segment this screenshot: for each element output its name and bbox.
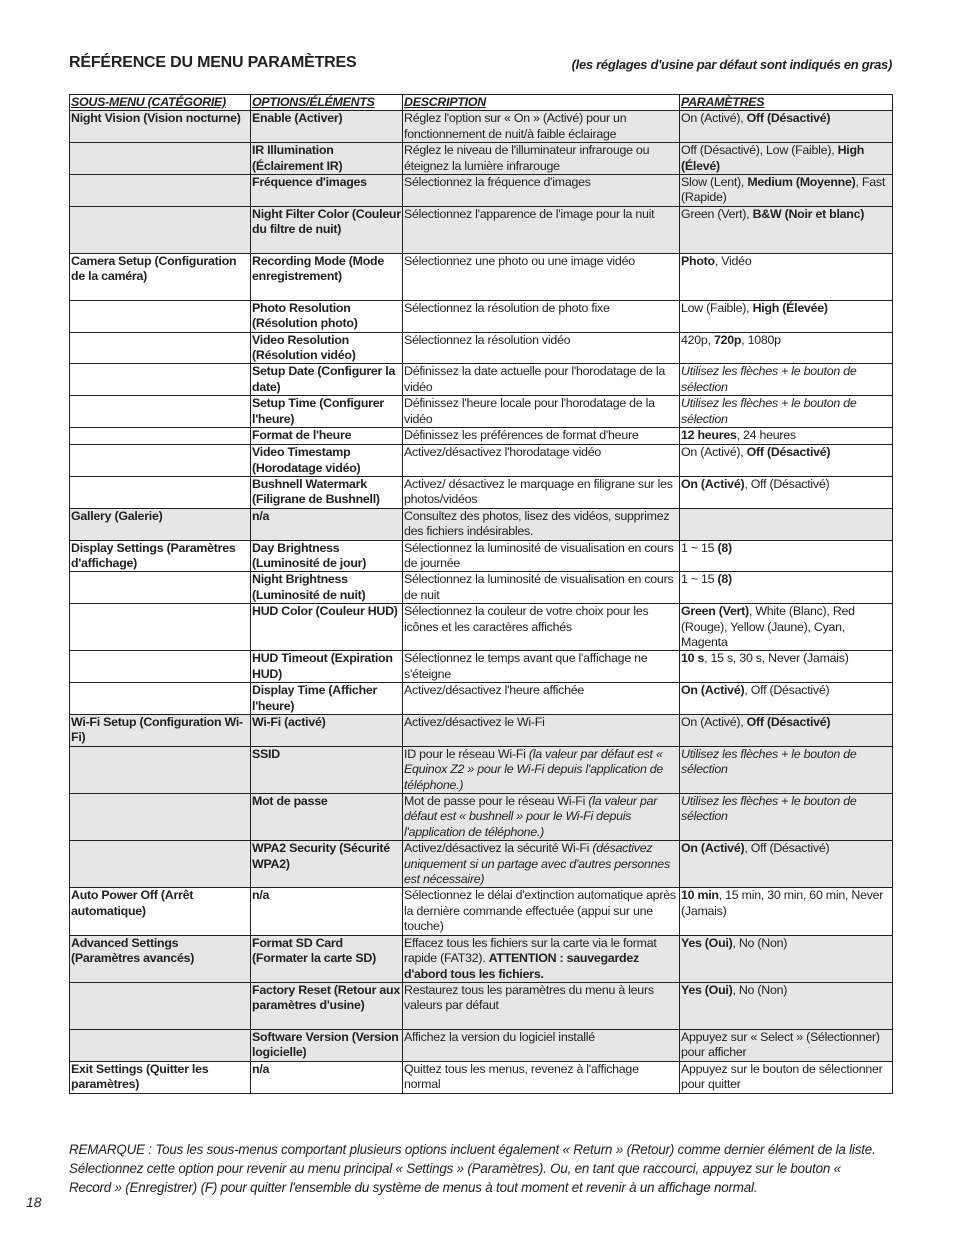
table-row bbox=[70, 746, 893, 793]
submenu-category-cell bbox=[70, 651, 251, 683]
parameters-cell bbox=[680, 888, 893, 935]
text-segment: ATTENTION : sauvegardez d'abord tous les fichiers. bbox=[404, 951, 639, 981]
table-row bbox=[70, 540, 893, 572]
text-segment: Effacez tous les fichiers sur la carte via le format rapide (FAT32). bbox=[404, 935, 657, 966]
description-cell bbox=[403, 604, 680, 651]
text-segment: Affichez la version du logiciel installé bbox=[404, 1029, 595, 1044]
text-segment: Activez/ désactivez le marquage en filigrane sur les photos/vidéos bbox=[404, 476, 673, 507]
text-segment: Yes (Oui) bbox=[681, 935, 733, 950]
description-cell bbox=[403, 143, 680, 175]
parameters-cell bbox=[680, 111, 893, 143]
settings-menu-table bbox=[69, 94, 893, 1094]
text-segment: Green (Vert) bbox=[681, 604, 749, 619]
text-segment: Yes (Oui) bbox=[681, 982, 733, 997]
text-segment: Appuyez sur le bouton de sélectionner pour quitter bbox=[681, 1061, 883, 1092]
submenu-category-cell bbox=[70, 428, 251, 445]
table-row bbox=[70, 175, 893, 207]
option-item-cell: Software Version (Version logicielle) bbox=[251, 1029, 403, 1061]
table-row bbox=[70, 935, 893, 982]
option-item-cell: HUD Timeout (Expiration HUD) bbox=[251, 651, 403, 683]
parameters-cell bbox=[680, 683, 893, 715]
text-segment: (la valeur par défaut est « Equinox Z2 » pour le Wi-Fi depuis l'application de téléphone.) bbox=[404, 746, 664, 792]
option-item-cell: Day Brightness (Luminosité de jour) bbox=[251, 540, 403, 572]
parameters-cell bbox=[680, 143, 893, 175]
table-row bbox=[70, 715, 893, 747]
description-cell bbox=[403, 982, 680, 1029]
text-segment: Utilisez les flèches + le bouton de sélection bbox=[681, 396, 857, 426]
submenu-category-cell: Gallery (Galerie) bbox=[70, 508, 251, 540]
text-segment: , 15 s, 30 s, Never (Jamais) bbox=[704, 651, 849, 666]
text-segment: Utilisez les flèches + le bouton de sélection bbox=[681, 794, 857, 824]
submenu-category-cell bbox=[70, 476, 251, 508]
submenu-category-cell bbox=[70, 683, 251, 715]
text-segment: Activez/désactivez le Wi-Fi bbox=[404, 715, 545, 729]
option-item-cell: Setup Time (Configurer l'heure) bbox=[251, 396, 403, 428]
table-row bbox=[70, 206, 893, 253]
page-subtitle: (les réglages d'usine par défaut sont indiqués en gras) bbox=[571, 57, 892, 72]
text-segment: Sélectionnez l'apparence de l'image pour la nuit bbox=[404, 206, 655, 221]
parameters-cell bbox=[680, 428, 893, 445]
parameters-cell bbox=[680, 175, 893, 207]
parameters-cell bbox=[680, 935, 893, 982]
submenu-category-cell bbox=[70, 841, 251, 888]
text-segment: Sélectionnez la couleur de votre choix pour les icônes et les caractères affichés bbox=[404, 604, 649, 634]
table-row bbox=[70, 445, 893, 477]
parameters-cell bbox=[680, 206, 893, 253]
text-segment: , No (Non) bbox=[732, 935, 788, 950]
parameters-cell bbox=[680, 508, 893, 540]
table-header-row bbox=[70, 95, 893, 111]
option-item-cell: HUD Color (Couleur HUD) bbox=[251, 604, 403, 651]
parameters-cell bbox=[680, 396, 893, 428]
submenu-category-cell bbox=[70, 604, 251, 651]
text-segment: Sélectionnez la résolution vidéo bbox=[404, 332, 571, 347]
text-segment: (8) bbox=[717, 572, 732, 587]
text-segment: Sélectionnez la luminosité de visualisation en cours de nuit bbox=[404, 572, 674, 602]
text-segment: Off (Désactivé) bbox=[746, 445, 831, 460]
description-cell bbox=[403, 206, 680, 253]
parameters-cell bbox=[680, 253, 893, 300]
option-item-cell: WPA2 Security (Sécurité WPA2) bbox=[251, 841, 403, 888]
submenu-category-cell: Wi-Fi Setup (Configuration Wi-Fi) bbox=[70, 715, 251, 747]
text-segment: Consultez des photos, lisez des vidéos, supprimez des fichiers indésirables. bbox=[404, 508, 670, 539]
text-segment: (8) bbox=[717, 540, 732, 555]
description-cell bbox=[403, 253, 680, 300]
description-cell bbox=[403, 746, 680, 793]
submenu-category-cell: Display Settings (Paramètres d'affichage) bbox=[70, 540, 251, 572]
option-item-cell: Format SD Card (Formater la carte SD) bbox=[251, 935, 403, 982]
description-cell bbox=[403, 1029, 680, 1061]
text-segment: On (Activé) bbox=[681, 683, 745, 698]
parameters-cell bbox=[680, 746, 893, 793]
description-cell bbox=[403, 396, 680, 428]
text-segment: High (Élevée) bbox=[752, 300, 828, 315]
table-row bbox=[70, 253, 893, 300]
text-segment: Appuyez sur « Select » (Sélectionner) pour afficher bbox=[681, 1029, 880, 1060]
table-row bbox=[70, 396, 893, 428]
parameters-cell bbox=[680, 445, 893, 477]
text-segment: Sélectionnez une photo ou une image vidéo bbox=[404, 253, 635, 268]
option-item-cell: SSID bbox=[251, 746, 403, 793]
text-segment: Activez/désactivez l'horodatage vidéo bbox=[404, 445, 601, 460]
description-cell bbox=[403, 364, 680, 396]
text-segment: , Off (Désactivé) bbox=[744, 841, 830, 856]
option-item-cell: IR Illumination (Éclairement IR) bbox=[251, 143, 403, 175]
parameters-cell bbox=[680, 332, 893, 364]
parameters-cell bbox=[680, 651, 893, 683]
description-cell bbox=[403, 111, 680, 143]
text-segment: Sélectionnez le délai d'extinction automatique après la dernière commande effectuée (appui sur une touche) bbox=[404, 888, 676, 934]
text-segment: ID pour le réseau Wi-Fi bbox=[404, 746, 529, 761]
text-segment: , 15 min, 30 min, 60 min, Never (Jamais) bbox=[681, 888, 884, 918]
option-item-cell: Photo Resolution (Résolution photo) bbox=[251, 300, 403, 332]
text-segment: 12 heures bbox=[681, 428, 737, 443]
text-segment: Quittez tous les menus, revenez à l'affichage normal bbox=[404, 1061, 639, 1092]
submenu-category-cell bbox=[70, 982, 251, 1029]
parameters-cell bbox=[680, 1061, 893, 1093]
option-item-cell: n/a bbox=[251, 1061, 403, 1093]
footnote-remark: REMARQUE : Tous les sous-menus comportant plusieurs options incluent également « Return » (Retour) comme dernier élément de la liste. Sélectionnez cette option pour revenir au menu principal « Settings » (Paramètres). Ou, en tant que raccourci, appuyez sur le bouton « Record » (Enregistrer) (F) pour quitter l'ensemble du système de menus à tout moment et revenir à un affichage normal. bbox=[69, 1142, 876, 1195]
text-segment: Slow (Lent), bbox=[681, 175, 748, 190]
description-cell bbox=[403, 508, 680, 540]
table-row bbox=[70, 604, 893, 651]
submenu-category-cell bbox=[70, 206, 251, 253]
option-item-cell: Night Filter Color (Couleur du filtre de nuit) bbox=[251, 206, 403, 253]
description-cell bbox=[403, 175, 680, 207]
table-row bbox=[70, 428, 893, 445]
description-cell bbox=[403, 428, 680, 445]
submenu-category-cell bbox=[70, 1029, 251, 1061]
text-segment: Off (Désactivé) bbox=[746, 715, 831, 729]
text-segment: Réglez le niveau de l'illuminateur infrarouge ou éteignez la lumière infrarouge bbox=[404, 143, 650, 173]
text-segment: 1 ~ 15 bbox=[681, 572, 718, 587]
text-segment: Restaurez tous les paramètres du menu à leurs valeurs par défaut bbox=[404, 982, 654, 1013]
description-cell bbox=[403, 332, 680, 364]
text-segment: , Vidéo bbox=[714, 253, 752, 268]
option-item-cell: Fréquence d'images bbox=[251, 175, 403, 207]
table-row bbox=[70, 794, 893, 841]
description-cell bbox=[403, 935, 680, 982]
page-title: RÉFÉRENCE DU MENU PARAMÈTRES bbox=[69, 54, 357, 71]
text-segment: Sélectionnez la fréquence d'images bbox=[404, 175, 591, 190]
table-row bbox=[70, 1061, 893, 1093]
parameters-cell bbox=[680, 794, 893, 841]
option-item-cell: Mot de passe bbox=[251, 794, 403, 841]
text-segment: , No (Non) bbox=[732, 982, 788, 997]
text-segment: Medium (Moyenne) bbox=[747, 175, 856, 190]
table-row bbox=[70, 111, 893, 143]
text-segment: On (Activé) bbox=[681, 476, 745, 491]
text-segment: High (Élevé) bbox=[681, 143, 865, 173]
submenu-category-cell bbox=[70, 364, 251, 396]
submenu-category-cell bbox=[70, 143, 251, 175]
parameters-cell bbox=[680, 300, 893, 332]
option-item-cell: n/a bbox=[251, 508, 403, 540]
option-item-cell: Video Resolution (Résolution vidéo) bbox=[251, 332, 403, 364]
description-cell bbox=[403, 540, 680, 572]
table-row bbox=[70, 364, 893, 396]
text-segment: Mot de passe pour le réseau Wi-Fi bbox=[404, 794, 589, 809]
submenu-category-cell bbox=[70, 445, 251, 477]
parameters-cell bbox=[680, 540, 893, 572]
submenu-category-cell: Camera Setup (Configuration de la caméra) bbox=[70, 253, 251, 300]
text-segment: Utilisez les flèches + le bouton de sélection bbox=[681, 364, 857, 394]
description-cell bbox=[403, 683, 680, 715]
table-row bbox=[70, 1029, 893, 1061]
option-item-cell: Wi-Fi (activé) bbox=[251, 715, 403, 747]
text-segment: B&W (Noir et blanc) bbox=[752, 206, 865, 221]
column-header-submenu: SOUS-MENU (CATÉGORIE) bbox=[70, 95, 251, 111]
description-cell bbox=[403, 888, 680, 935]
submenu-category-cell: Advanced Settings (Paramètres avancés) bbox=[70, 935, 251, 982]
option-item-cell: Enable (Activer) bbox=[251, 111, 403, 143]
text-segment: Sélectionnez le temps avant que l'affichage ne s'éteigne bbox=[404, 651, 648, 681]
table-row bbox=[70, 508, 893, 540]
page-number: 18 bbox=[26, 1194, 42, 1210]
page-header bbox=[69, 54, 892, 76]
text-segment: 1 ~ 15 bbox=[681, 540, 718, 555]
option-item-cell: Bushnell Watermark (Filigrane de Bushnell) bbox=[251, 476, 403, 508]
text-segment: On (Activé) bbox=[681, 841, 745, 856]
option-item-cell: Setup Date (Configurer la date) bbox=[251, 364, 403, 396]
text-segment: On (Activé), bbox=[681, 715, 747, 729]
text-segment: , 1080p bbox=[741, 332, 781, 347]
text-segment: Off (Désactivé), Low (Faible), bbox=[681, 143, 838, 158]
table-row bbox=[70, 683, 893, 715]
option-item-cell: Format de l'heure bbox=[251, 428, 403, 445]
submenu-category-cell bbox=[70, 332, 251, 364]
text-segment: (désactivez uniquement si un partage avec d'autres personnes est nécessaire) bbox=[404, 841, 670, 887]
text-segment: Sélectionnez la luminosité de visualisation en cours de journée bbox=[404, 540, 674, 570]
text-segment: Définissez la date actuelle pour l'horodatage de la vidéo bbox=[404, 364, 666, 394]
text-segment: , Off (Désactivé) bbox=[744, 476, 830, 491]
description-cell bbox=[403, 651, 680, 683]
table-row bbox=[70, 300, 893, 332]
text-segment: , 24 heures bbox=[736, 428, 796, 443]
text-segment: , Off (Désactivé) bbox=[744, 683, 830, 698]
column-header-options: OPTIONS/ÉLÉMENTS bbox=[251, 95, 403, 111]
table-row bbox=[70, 841, 893, 888]
description-cell bbox=[403, 841, 680, 888]
text-segment: Off (Désactivé) bbox=[746, 111, 831, 126]
submenu-category-cell bbox=[70, 746, 251, 793]
option-item-cell: Factory Reset (Retour aux paramètres d'usine) bbox=[251, 982, 403, 1029]
text-segment: (la valeur par défaut est « bushnell » pour le Wi-Fi depuis l'application de téléphone.) bbox=[404, 794, 658, 839]
text-segment: , White (Blanc), Red (Rouge), Yellow (Jaune), Cyan, Magenta bbox=[681, 604, 855, 649]
table-row bbox=[70, 572, 893, 604]
column-header-description: DESCRIPTION bbox=[403, 95, 680, 111]
option-item-cell: n/a bbox=[251, 888, 403, 935]
submenu-category-cell: Night Vision (Vision nocturne) bbox=[70, 111, 251, 143]
text-segment: Définissez les préférences de format d'heure bbox=[404, 428, 639, 443]
parameters-cell bbox=[680, 715, 893, 747]
table-row bbox=[70, 143, 893, 175]
text-segment: On (Activé), bbox=[681, 111, 747, 126]
parameters-cell bbox=[680, 604, 893, 651]
text-segment: Photo bbox=[681, 253, 715, 268]
submenu-category-cell bbox=[70, 572, 251, 604]
table-row bbox=[70, 476, 893, 508]
table-row bbox=[70, 332, 893, 364]
text-segment: Définissez l'heure locale pour l'horodatage de la vidéo bbox=[404, 396, 655, 426]
text-segment: On (Activé), bbox=[681, 445, 747, 460]
table-row bbox=[70, 651, 893, 683]
submenu-category-cell bbox=[70, 794, 251, 841]
text-segment: , Fast (Rapide) bbox=[681, 175, 886, 205]
parameters-cell bbox=[680, 364, 893, 396]
text-segment: 10 s bbox=[681, 651, 705, 666]
parameters-cell bbox=[680, 841, 893, 888]
option-item-cell: Display Time (Afficher l'heure) bbox=[251, 683, 403, 715]
parameters-cell bbox=[680, 982, 893, 1029]
submenu-category-cell bbox=[70, 175, 251, 207]
text-segment: 10 min bbox=[681, 888, 719, 903]
text-segment: Low (Faible), bbox=[681, 300, 753, 315]
option-item-cell: Night Brightness (Luminosité de nuit) bbox=[251, 572, 403, 604]
description-cell bbox=[403, 794, 680, 841]
parameters-cell bbox=[680, 1029, 893, 1061]
table-body bbox=[70, 111, 893, 1093]
parameters-cell bbox=[680, 572, 893, 604]
text-segment: Activez/désactivez l'heure affichée bbox=[404, 683, 585, 698]
option-item-cell: Recording Mode (Mode enregistrement) bbox=[251, 253, 403, 300]
parameters-cell bbox=[680, 476, 893, 508]
submenu-category-cell: Auto Power Off (Arrêt automatique) bbox=[70, 888, 251, 935]
text-segment: Utilisez les flèches + le bouton de sélection bbox=[681, 746, 857, 777]
submenu-category-cell bbox=[70, 300, 251, 332]
text-segment: Réglez l'option sur « On » (Activé) pour un fonctionnement de nuit/à faible éclairage bbox=[404, 111, 627, 141]
submenu-category-cell bbox=[70, 396, 251, 428]
description-cell bbox=[403, 1061, 680, 1093]
table-row bbox=[70, 982, 893, 1029]
column-header-parameters: PARAMÈTRES bbox=[680, 95, 893, 111]
description-cell bbox=[403, 476, 680, 508]
text-segment: Activez/désactivez la sécurité Wi-Fi bbox=[404, 841, 593, 856]
text-segment: Sélectionnez la résolution de photo fixe bbox=[404, 300, 610, 315]
description-cell bbox=[403, 715, 680, 747]
description-cell bbox=[403, 300, 680, 332]
table-row bbox=[70, 888, 893, 935]
option-item-cell: Video Timestamp (Horodatage vidéo) bbox=[251, 445, 403, 477]
text-segment: Green (Vert), bbox=[681, 206, 753, 221]
text-segment: 720p bbox=[713, 332, 742, 347]
text-segment: 420p, bbox=[681, 332, 714, 347]
submenu-category-cell: Exit Settings (Quitter les paramètres) bbox=[70, 1061, 251, 1093]
description-cell bbox=[403, 445, 680, 477]
description-cell bbox=[403, 572, 680, 604]
